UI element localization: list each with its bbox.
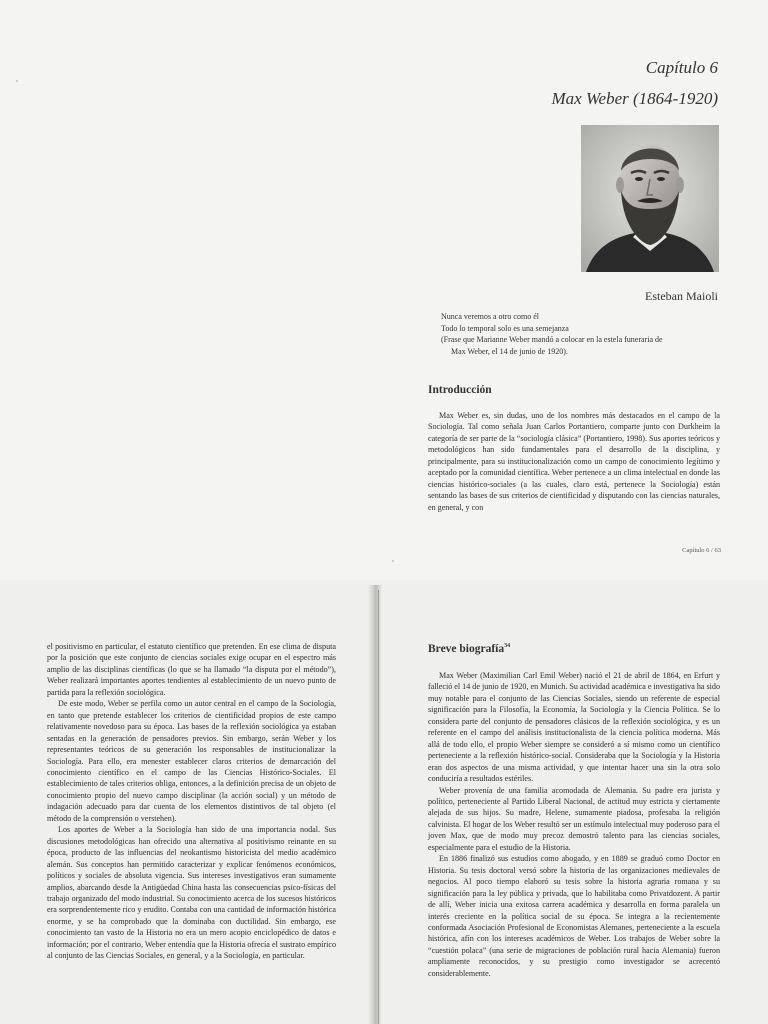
- book-gutter: [368, 585, 382, 1024]
- footnote-mark: 34: [504, 643, 511, 650]
- left-paragraph: el positivismo en particular, el estatuto científico que pretenden. En ese clima de disputa por la posición que este conjunto de ciencias sociales exige ocupar en el espectro más amplio de las disciplinas científicas (lo que se ha llamado “la disputa por el método”), Weber realizará importantes aportes tendientes al establecimiento de un nuevo punto de partida para la reflexión sociológica.: [47, 642, 336, 697]
- left-page-text: [47, 641, 336, 962]
- bio-heading: [428, 643, 510, 655]
- page-number: Capítulo 6 / 63: [682, 547, 721, 554]
- bio-heading-text: Breve biografía: [428, 643, 505, 655]
- chapter-title: Max Weber (1864-1920): [551, 89, 718, 108]
- intro-paragraph: Max Weber es, sin dudas, uno de los nombres más destacados en el campo de la Sociología. Tal como señala Juan Carlos Portantiero, comparte junto con Durkheim la categoría de ser parte de la “sociología clásica” (Portantiero, 1998). Sus aportes teóricos y metodológicos han sido fundamentales para el desarrollo de la disciplina, y principalmente, para su institucionalización como un campo de conocimiento legítimo y aceptado por la comunidad científica. Weber pertenece a un clima intelectual en donde las ciencias histórico-sociales (a las cuales, claro está, pertenece la Sociología) están sentando las bases de sus criterios de cientificidad y disputando con las ciencias naturales, en general, y con: [428, 411, 720, 512]
- intro-text: [428, 410, 720, 513]
- bio-paragraph: Max Weber (Maximilian Carl Emil Weber) nació el 21 de abril de 1864, en Erfurt y falleció el 14 de junio de 1920, en Munich. Su actividad académica e investigativa ha sido muy notable para el conjunto de las Ciencias Sociales, siendo un referente de especial significación para la Filosofía, la Economía, la Sociología y la Ciencia Política. Se lo considera parte del conjunto de pensadores clásicos de la reflexión sociológica, y es un referente en el campo del análisis institucionalista de la ciencia política moderna. Más allá de todo ello, el propio Weber siempre se consideró a sí mismo como un científico perteneciente a la reflexión histórico-social. Consideraba que la Sociología y la Historia eran dos aspectos de una misma actividad, y que intentar hacer una sin la otra solo conduciría a resultados estériles.: [428, 671, 720, 784]
- bio-paragraph: Weber provenía de una familia acomodada de Alemania. Su padre era jurista y político, perteneciente al Partido Liberal Nacional, de actitud muy estricta y ciertamente alejada de sus hijos. Su madre, Helene, sumamente piadosa, profesaba la religión calvinista. El hogar de los Weber resultó ser un estímulo intelectual muy poderoso para el joven Max, que de modo muy precoz demostró talento para las ciencias sociales, especialmente para el estudio de la Historia.: [428, 785, 720, 852]
- epigraph-line: Nunca veremos a otro como él: [441, 312, 539, 321]
- epigraph-line: (Frase que Marianne Weber mandó a colocar en la estela funeraria de: [441, 335, 663, 344]
- left-paragraph: Los aportes de Weber a la Sociología han sido de una importancia nodal. Sus discusiones metodológicas han ofrecido una alternativa al positivismo reinante en su época, producto de las influencias del neokantismo historicista del medio académico alemán. Sus conceptos han permitido caracterizar y explicar fenómenos económicos, políticos y sociales de absoluta vigencia. Sus intereses investigativos eran sumamente amplios, abarcando desde la Antigüedad China hasta las consecuencias psico-físicas del trabajo organizado del modo industrial. Su conocimiento acerca de los sucesos históricos era sorprendentemente rico y erudito. Contaba con una cantidad de información histórica enorme, y se ha comprobado que la dominaba con ductilidad. Sin embargo, ese conocimiento tan vasto de la Historia no era un mero acopio enciclopédico de datos e información; por el contrario, Weber entendía que la Historia ofrecía el sustrato empírico al conjunto de las Ciencias Sociales, en general, y a la Sociología, en particular.: [47, 825, 336, 961]
- portrait-photo-icon: [581, 125, 719, 272]
- epigraph-line: Todo lo temporal solo es una semejanza: [441, 323, 569, 333]
- gutter-line: [378, 590, 379, 1024]
- left-paragraph: De este modo, Weber se perfila como un autor central en el campo de la Sociología, en tanto que pretende establecer los criterios de cientificidad propios de este campo relativamente novedoso para su época. Las bases de la reflexión sociológica ya estaban sentadas en la generación de pensadores previos. Sin embargo, serán Weber y los representantes teóricos de su generación los responsables de institucionalizar la Sociología. Para ello, era menester establecer claros criterios de demarcación del conocimiento científico en el campo de las Ciencias Histórico-Sociales. El establecimiento de tales criterios obliga, entonces, a la definición precisa de un objeto de conocimiento propio del nuevo campo disciplinar (la acción social) y un método de indagación adecuado para dar cuenta de los elementos distintivos de tal objeto (el método de la comprensión o verstehen).: [47, 699, 336, 823]
- bio-text: [428, 670, 720, 979]
- author-name: Esteban Maioli: [645, 289, 718, 303]
- intro-heading: Introducción: [428, 384, 492, 396]
- epigraph-line: Max Weber, el 14 de junio de 1920).: [451, 346, 568, 356]
- epigraph: [441, 311, 731, 357]
- bio-paragraph: En 1886 finalizó sus estudios como abogado, y en 1889 se graduó como Doctor en Historia. Su tesis doctoral versó sobre la historia de las organizaciones medievales de negocios. Al poco tiempo elaboró su tesis sobre la historia agraria romana y su significación para la ley pública y privada, que lo habilitaba como Privatdozent. A partir de allí, Weber inicia una exitosa carrera académica y desarrolla en forma paralela un interés creciente en la política social de su época. Se integra a la recientemente conformada Asociación Profesional de Economistas Alemanes, perteneciente a la escuela histórica, afín con los intereses académicos de Weber. Los trabajos de Weber sobre la “cuestión polaca” (una serie de migraciones de población rural hacia Alemania) fueron ampliamente reconocidos, y su prestigio como investigador se acrecentó considerablemente.: [428, 854, 720, 978]
- chapter-label: Capítulo 6: [645, 58, 718, 77]
- scan-speck: [16, 80, 18, 82]
- scan-speck: [392, 560, 394, 562]
